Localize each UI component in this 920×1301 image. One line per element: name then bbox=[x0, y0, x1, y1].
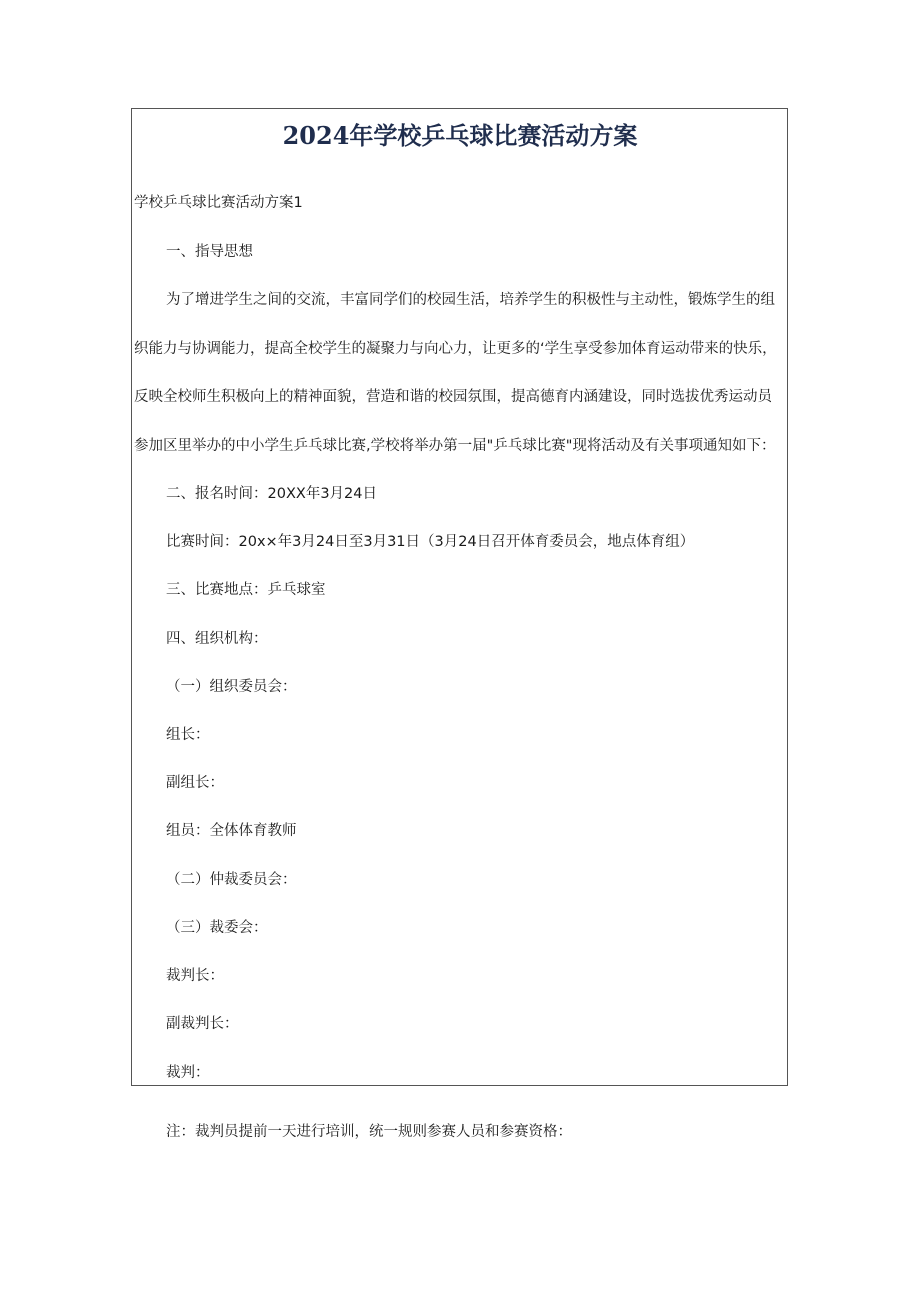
arbitration-committee-heading: （二）仲裁委员会： bbox=[166, 872, 297, 888]
venue: 三、比赛地点：乒乓球室 bbox=[166, 582, 326, 598]
document-subtitle: 学校乒乓球比赛活动方案1 bbox=[134, 195, 303, 211]
organization-heading: 四、组织机构： bbox=[166, 631, 268, 647]
referee-label: 裁判： bbox=[166, 1065, 210, 1081]
members-label: 组员：全体体育教师 bbox=[166, 823, 297, 839]
document-title: 2024年学校乒乓球比赛活动方案 bbox=[282, 121, 638, 150]
referee-committee-heading: （三）裁委会： bbox=[166, 920, 268, 936]
section-heading-guiding-ideology: 一、指导思想 bbox=[166, 244, 253, 260]
org-committee-heading: （一）组织委员会： bbox=[166, 679, 297, 695]
registration-time: 二、报名时间：20XX年3月24日 bbox=[166, 486, 377, 502]
deputy-chief-referee-label: 副裁判长： bbox=[166, 1016, 239, 1032]
competition-time: 比赛时间：20x×年3月24日至3月31日（3月24日召开体育委员会，地点体育组） bbox=[166, 534, 695, 550]
paragraph-line: 反映全校师生积极向上的精神面貌，营造和谐的校园氛围，提高德育内涵建设，同时选拔优秀运动员 bbox=[134, 389, 772, 405]
leader-label: 组长： bbox=[166, 727, 210, 743]
paragraph-line: 参加区里举办的中小学生乒乓球比赛,学校将举办第一届"乒乓球比赛"现将活动及有关事项通知如下： bbox=[134, 438, 776, 454]
chief-referee-label: 裁判长： bbox=[166, 968, 224, 984]
paragraph-line: 为了增进学生之间的交流，丰富同学们的校园生活，培养学生的积极性与主动性，锻炼学生的组 bbox=[166, 292, 775, 308]
deputy-leader-label: 副组长： bbox=[166, 775, 224, 791]
paragraph-line: 织能力与协调能力，提高全校学生的凝聚力与向心力，让更多的‘学生享受参加体育运动带来的快乐， bbox=[134, 341, 777, 357]
note-text: 注：裁判员提前一天进行培训，统一规则参赛人员和参赛资格： bbox=[166, 1124, 572, 1140]
